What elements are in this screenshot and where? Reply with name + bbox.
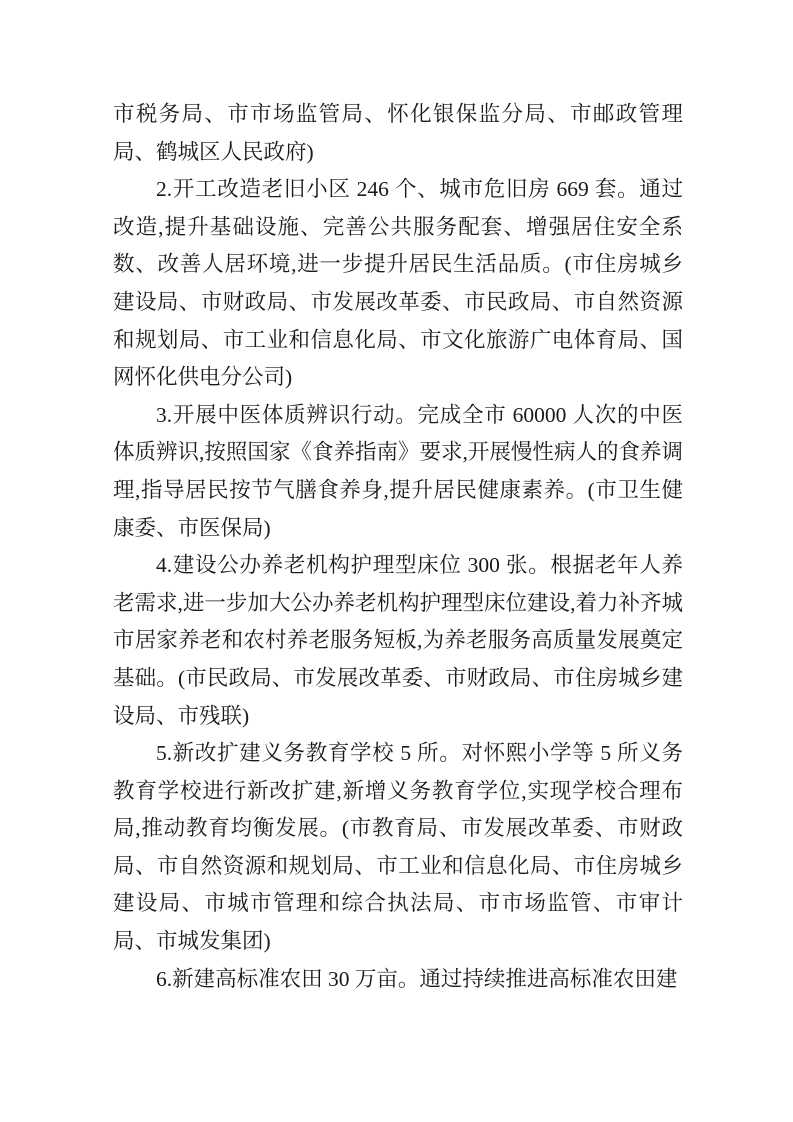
paragraph-item-3: 3.开展中医体质辨识行动。完成全市 60000 人次的中医体质辨识,按照国家《食养指南》要求,开展慢性病人的食养调理,指导居民按节气膳食养身,提升居民健康素养。(市卫生健康委、市医保局) [113,402,683,540]
paragraph-item-5: 5.新改扩建义务教育学校 5 所。对怀熙小学等 5 所义务教育学校进行新改扩建,新增义务教育学位,实现学校合理布局,推动教育均衡发展。(市教育局、市发展改革委、市财政局、市自然资源和规划局、市工业和信息化局、市住房城乡建设局、市城市管理和综合执法局、市市场监管、市审计局、市城发集团) [113,741,683,954]
paragraph-item-1-departments-continuation: 市税务局、市市场监管局、怀化银保监分局、市邮政管理局、鹤城区人民政府) [113,102,683,164]
paragraph-item-2: 2.开工改造老旧小区 246 个、城市危旧房 669 套。通过改造,提升基础设施、完善公共服务配套、增强居住安全系数、改善人居环境,进一步提升居民生活品质。(市住房城乡建设局、市财政局、市发展改革委、市民政局、市自然资源和规划局、市工业和信息化局、市文化旅游广电体育局、国网怀化供电分公司) [113,177,683,390]
paragraph-item-6: 6.新建高标准农田 30 万亩。通过持续推进高标准农田建 [156,966,678,991]
paragraph-item-4: 4.建设公办养老机构护理型床位 300 张。根据老年人养老需求,进一步加大公办养老机构护理型床位建设,着力补齐城市居家养老和农村养老服务短板,为养老服务高质量发展奠定基础。(市民政局、市发展改革委、市财政局、市住房城乡建设局、市残联) [113,553,683,728]
